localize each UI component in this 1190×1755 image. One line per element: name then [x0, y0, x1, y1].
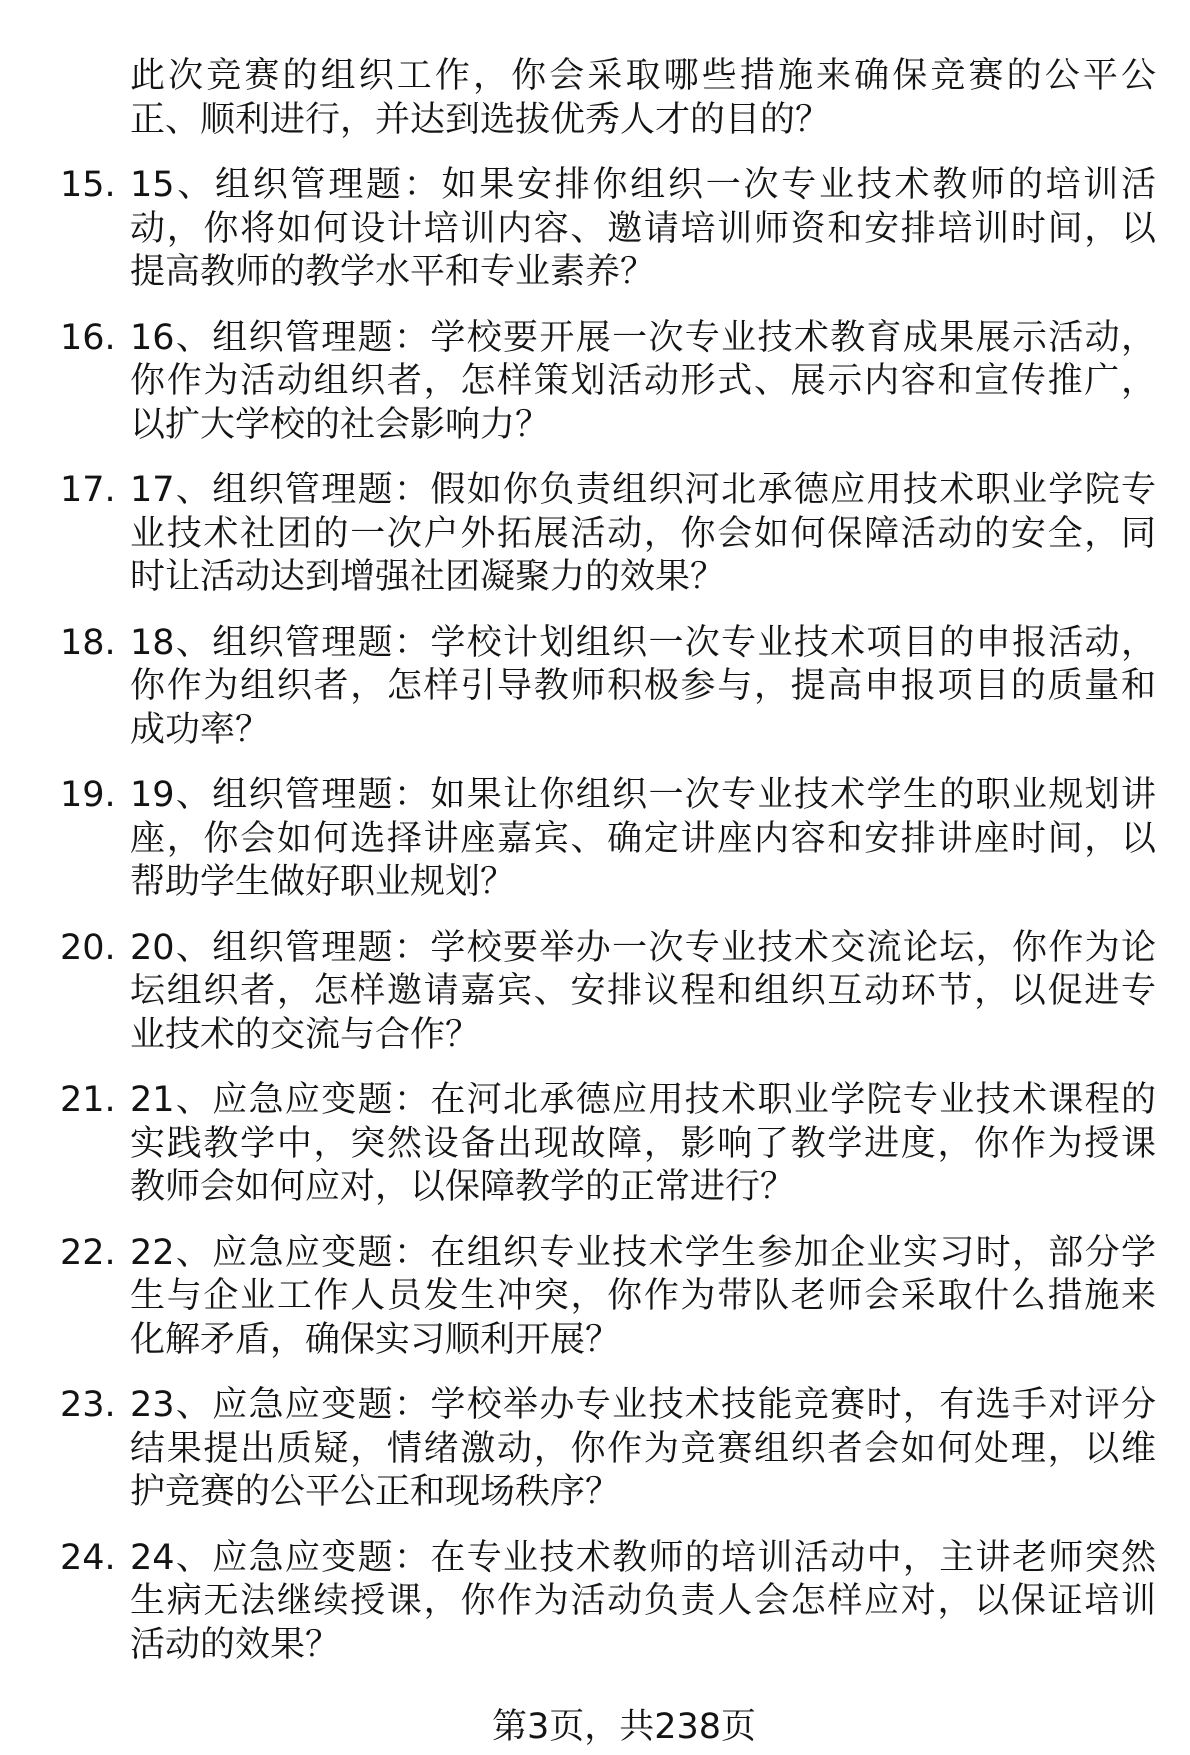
question-item-22 [0, 1232, 1190, 1363]
text-line: 23、应急应变题：学校举办专业技术技能竞赛时，有选手对评分 [130, 1385, 1156, 1425]
question-number: 23. [60, 1385, 116, 1425]
text-line: 座，你会如何选择讲座嘉宾、确定讲座内容和安排讲座时间，以 [130, 818, 1156, 859]
question-body [130, 1537, 1156, 1668]
text-line: 以扩大学校的社会影响力？ [130, 404, 551, 445]
text-line: 化解矛盾，确保实习顺利开展？ [130, 1319, 621, 1360]
question-body [130, 774, 1156, 905]
question-number: 17. [60, 470, 116, 510]
question-body [130, 1079, 1156, 1210]
text-line: 动，你将如何设计培训内容、邀请培训师资和安排培训时间，以 [130, 208, 1156, 249]
text-line: 21、应急应变题：在河北承德应用技术职业学院专业技术课程的 [130, 1080, 1156, 1120]
question-body [130, 1384, 1156, 1515]
question-number: 21. [60, 1080, 116, 1120]
question-number: 24. [60, 1537, 116, 1578]
text-line: 实践教学中，突然设备出现故障，影响了教学进度，你作为授课 [130, 1123, 1156, 1164]
question-number: 16. [60, 317, 116, 358]
text-line: 活动的效果？ [130, 1624, 341, 1665]
question-number: 22. [60, 1232, 116, 1273]
text-line: 17、组织管理题：假如你负责组织河北承德应用技术职业学院专 [130, 470, 1156, 510]
question-number: 19. [60, 775, 116, 815]
question-list [0, 55, 1190, 1667]
question-number: 15. [60, 165, 116, 205]
question-item-20 [0, 927, 1190, 1058]
text-line: 正、顺利进行，并达到选拔优秀人才的目的？ [130, 99, 831, 140]
question-item-23 [0, 1384, 1190, 1515]
text-line: 教师会如何应对，以保障教学的正常进行？ [130, 1167, 796, 1207]
continued-question-text [0, 55, 1190, 142]
text-line: 19、组织管理题：如果让你组织一次专业技术学生的职业规划讲 [130, 775, 1156, 815]
question-body [130, 317, 1156, 448]
question-body [130, 1232, 1156, 1363]
text-line: 18、组织管理题：学校计划组织一次专业技术项目的申报活动， [130, 622, 1156, 663]
text-line: 结果提出质疑，情绪激动，你作为竞赛组织者会如何处理，以维 [130, 1428, 1156, 1469]
text-line: 成功率？ [130, 709, 271, 750]
continued-question-body [130, 55, 1156, 142]
question-item-19 [0, 774, 1190, 905]
text-line: 业技术社团的一次户外拓展活动，你会如何保障活动的安全，同 [130, 513, 1156, 554]
text-line: 24、应急应变题：在专业技术教师的培训活动中，主讲老师突然 [130, 1537, 1156, 1578]
question-body [130, 469, 1156, 600]
question-item-18 [0, 622, 1190, 753]
question-body [130, 927, 1156, 1058]
text-line: 护竞赛的公平公正和现场秩序？ [130, 1472, 621, 1512]
text-line: 16、组织管理题：学校要开展一次专业技术教育成果展示活动， [130, 317, 1156, 358]
question-item-24 [0, 1537, 1190, 1668]
question-item-15 [0, 164, 1190, 295]
question-item-16 [0, 317, 1190, 448]
question-body [130, 622, 1156, 753]
text-line: 帮助学生做好职业规划？ [130, 862, 516, 902]
text-line: 22、应急应变题：在组织专业技术学生参加企业实习时，部分学 [130, 1232, 1156, 1273]
text-line: 15、组织管理题：如果安排你组织一次专业技术教师的培训活 [130, 165, 1156, 205]
question-body [130, 164, 1156, 295]
text-line: 此次竞赛的组织工作，你会采取哪些措施来确保竞赛的公平公 [130, 56, 1156, 96]
text-line: 提高教师的教学水平和专业素养？ [130, 252, 656, 292]
text-line: 生与企业工作人员发生冲突，你作为带队老师会采取什么措施来 [130, 1276, 1156, 1316]
question-item-21 [0, 1079, 1190, 1210]
text-line: 业技术的交流与合作？ [130, 1014, 481, 1055]
question-number: 20. [60, 927, 116, 968]
page-footer: 第3页，共238页 [491, 1707, 757, 1747]
text-line: 你作为组织者，怎样引导教师积极参与，提高申报项目的质量和 [130, 666, 1156, 706]
question-number: 18. [60, 622, 116, 663]
text-line: 20、组织管理题：学校要举办一次专业技术交流论坛，你作为论 [130, 927, 1156, 968]
text-line: 坛组织者，怎样邀请嘉宾、安排议程和组织互动环节，以促进专 [130, 971, 1156, 1011]
question-item-17 [0, 469, 1190, 600]
text-line: 生病无法继续授课，你作为活动负责人会怎样应对，以保证培训 [130, 1581, 1156, 1621]
text-line: 时让活动达到增强社团凝聚力的效果？ [130, 557, 726, 597]
text-line: 你作为活动组织者，怎样策划活动形式、展示内容和宣传推广， [130, 361, 1156, 401]
